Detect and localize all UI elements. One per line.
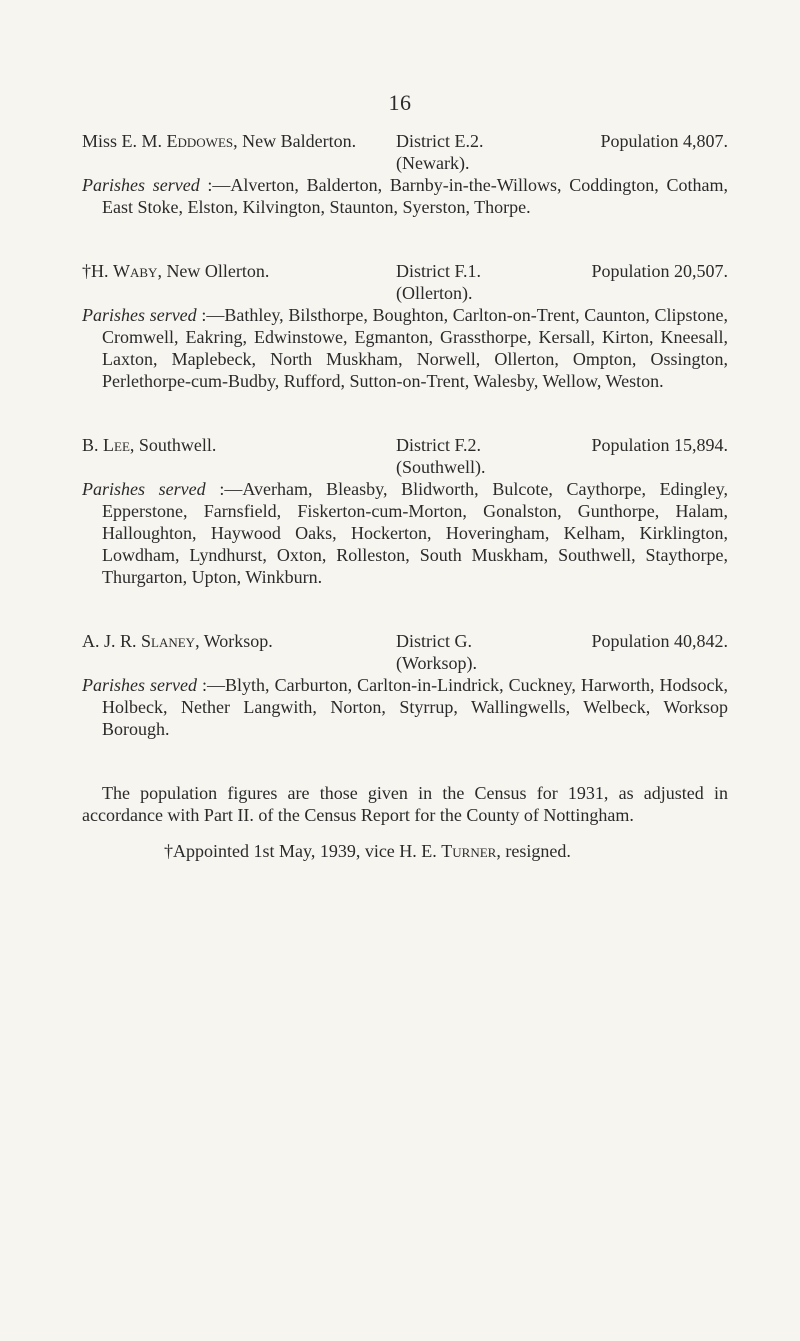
officer-initials: B. xyxy=(82,435,104,455)
appointment-footnote xyxy=(82,840,728,862)
parishes-label: Parishes served xyxy=(82,479,206,499)
entry-heading xyxy=(82,260,728,282)
officer-initials: †H. xyxy=(82,261,113,281)
district-area: (Newark). xyxy=(396,153,470,173)
district-entry xyxy=(82,630,728,740)
parishes-label: Parishes served xyxy=(82,675,198,695)
officer-initials: Miss E. M. xyxy=(82,131,167,151)
entry-heading xyxy=(82,434,728,456)
parishes-list: :—Bathley, Bilsthorpe, Boughton, Carlton-on-Trent, Caunton, Clipstone, Cromwell, Eakring, Edwinstowe, Egmanton, Grassthorpe, Kersall, Kirton, Kneesall, Laxton, Maplebeck, North Muskham, Norwell, Ollerton, Ompton, Ossington, Perlethorpe-cum-Budby, Rufford, Sutton-on-Trent, Walesby, Wellow, Weston. xyxy=(102,305,728,391)
district-entry xyxy=(82,260,728,392)
officer-location: , New Ollerton. xyxy=(157,261,270,281)
officer-surname: Slaney xyxy=(141,631,196,651)
parishes-label: Parishes served xyxy=(82,305,197,325)
entry-heading xyxy=(82,130,728,152)
parishes-label: Parishes served xyxy=(82,175,200,195)
page-number: 16 xyxy=(388,90,412,115)
district-area: (Worksop). xyxy=(396,653,478,673)
entry-heading xyxy=(82,630,728,652)
district-label: District E.2. xyxy=(396,131,484,151)
parishes-served xyxy=(82,674,728,740)
officer-surname: Waby xyxy=(113,261,158,281)
district-entry xyxy=(82,434,728,588)
footnote-suffix: , resigned. xyxy=(496,841,571,861)
officer-name xyxy=(82,630,273,652)
parishes-list: :—Averham, Bleasby, Blidworth, Bulcote, Caythorpe, Edingley, Epperstone, Farnsfield, Fiskerton-cum-Morton, Gonalston, Gunthorpe, Halam, Halloughton, Haywood Oaks, Hockerton, Hoveringham, Kelham, Kirklington, Lowdham, Lyndhurst, Oxton, Rolleston, South Muskham, Southwell, Staythorpe, Thurgarton, Upton, Winkburn. xyxy=(102,479,729,587)
footnote-text: †Appointed 1st May, 1939, vice H. E. xyxy=(164,841,442,861)
officer-surname: Lee xyxy=(103,435,130,455)
officer-name xyxy=(82,260,269,282)
parishes-served xyxy=(82,304,728,392)
officer-surname: Eddowes xyxy=(166,131,234,151)
parishes-served xyxy=(82,478,728,588)
population-figure: Population 40,842. xyxy=(591,631,728,651)
officer-location: , Worksop. xyxy=(195,631,273,651)
district-label: District F.1. xyxy=(396,261,482,281)
page-content xyxy=(82,130,728,862)
parishes-list: :—Alverton, Balderton, Barnby-in-the-Willows, Coddington, Cotham, East Stoke, Elston, Kilvington, Staunton, Syerston, Thorpe. xyxy=(102,175,728,217)
population-figure: Population 4,807. xyxy=(600,131,728,151)
parishes-list: :—Blyth, Carburton, Carlton-in-Lindrick, Cuckney, Harworth, Hodsock, Holbeck, Nether Langwith, Norton, Styrrup, Wallingwells, Welbeck, Worksop Borough. xyxy=(102,675,728,739)
officer-initials: A. J. R. xyxy=(82,631,142,651)
district-label: District F.2. xyxy=(396,435,482,455)
census-note: The population figures are those given in the Census for 1931, as adjusted in accordance with Part II. of the Census Report for the County of Nottingham. xyxy=(82,783,728,825)
officer-location: , New Balderton. xyxy=(233,131,357,151)
parishes-served xyxy=(82,174,728,218)
footnote-surname: Turner xyxy=(441,841,497,861)
district-area: (Ollerton). xyxy=(396,283,473,303)
population-figure: Population 20,507. xyxy=(591,261,728,281)
officer-location: , Southwell. xyxy=(129,435,217,455)
officer-name xyxy=(82,130,356,152)
officer-name xyxy=(82,434,216,456)
district-entry xyxy=(82,130,728,218)
district-label: District G. xyxy=(396,631,472,651)
population-figure: Population 15,894. xyxy=(591,435,728,455)
district-area: (Southwell). xyxy=(396,457,486,477)
